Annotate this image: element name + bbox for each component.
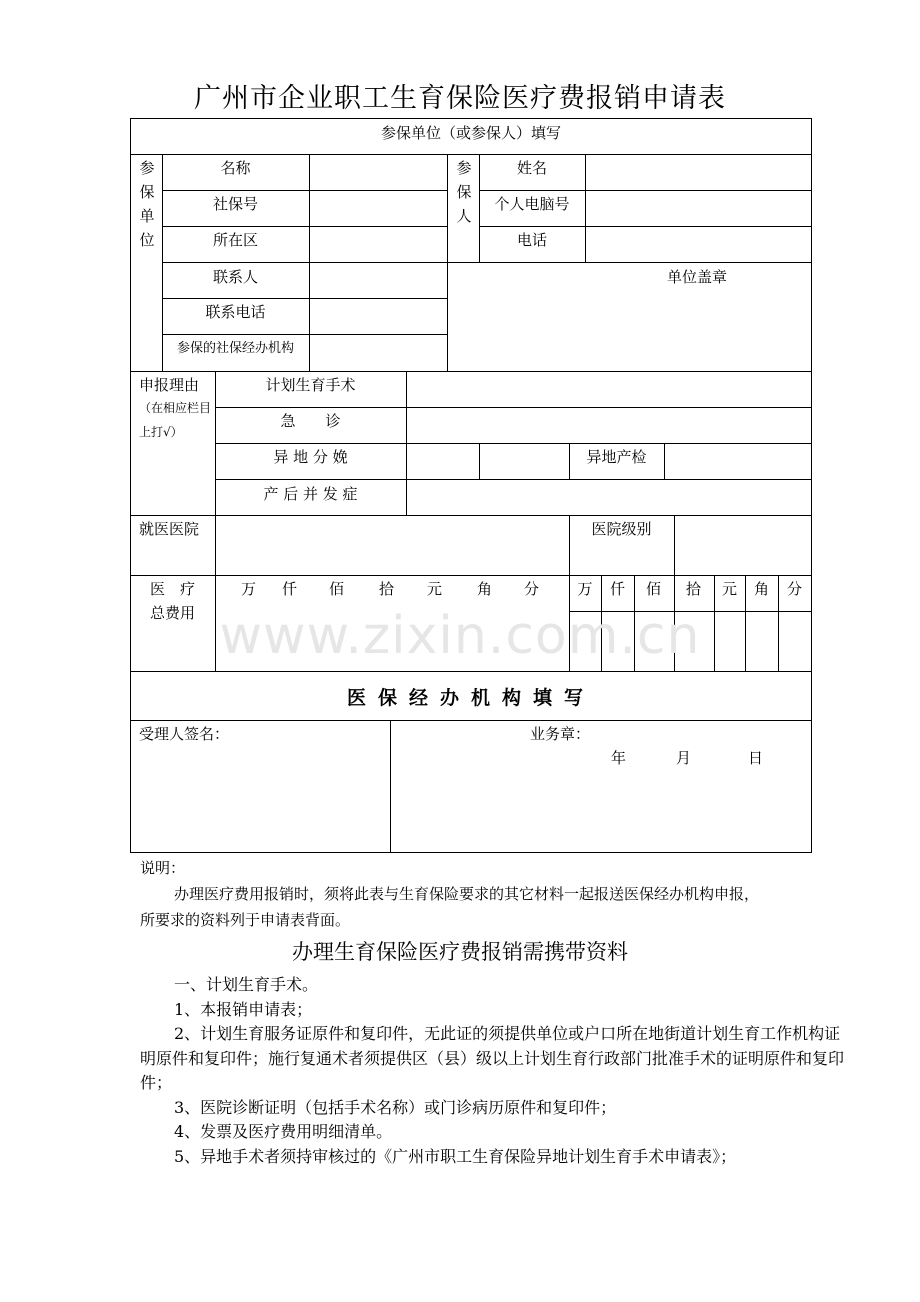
business-stamp-label: 业务章： <box>530 725 591 743</box>
site-watermark: www.zixin.com.cn <box>219 606 701 666</box>
cost-word-unit: 元 <box>427 580 443 598</box>
person-phone-label: 电话 <box>516 231 547 249</box>
business-stamp-field[interactable] <box>391 770 811 852</box>
cost-digit-header: 万 <box>577 580 593 598</box>
requirement-item: 5、异地手术者须持审核过的《广州市职工生育保险异地计划生育手术申请表》； <box>174 1146 737 1166</box>
requirement-item: 2、计划生育服务证原件和复印件，无此证的须提供单位或户口所在地街道计划生育工作机构证明原件和复印件；施行复通术者须提供区（县）级以上计划生育行政部门批准手术的证明原件和复印件； <box>140 1024 845 1092</box>
unit-side-label: 参保单位 <box>139 159 155 249</box>
reason-family-planning-check[interactable] <box>407 372 811 407</box>
unit-phone-label: 联系电话 <box>205 303 266 321</box>
unit-stamp-label: 单位盖章 <box>667 268 728 286</box>
receiver-signature-field[interactable] <box>131 745 390 852</box>
unit-district-label: 所在区 <box>212 231 258 249</box>
person-phone-field[interactable] <box>586 227 811 262</box>
requirements-title: 办理生育保险医疗费报销需携带资料 <box>292 940 628 964</box>
receiver-label: 受理人签名： <box>139 725 230 743</box>
requirement-item: 一、计划生育手术。 <box>174 975 319 994</box>
unit-stamp-area[interactable] <box>448 263 811 371</box>
cost-label-line2: 总费用 <box>149 604 195 622</box>
notes-text-line2: 所要求的资料列于申请表背面。 <box>140 911 351 929</box>
cost-digit-header: 佰 <box>646 580 662 598</box>
section1-header: 参保单位（或参保人）填写 <box>380 124 561 142</box>
reason-emergency: 急 诊 <box>280 412 341 430</box>
notes-text-line1: 办理医疗费用报销时，须将此表与生育保险要求的其它材料一起报送医保经办机构申报， <box>174 885 760 903</box>
hospital-field[interactable] <box>216 516 569 575</box>
unit-social-security-label: 社保号 <box>212 195 258 213</box>
reason-emergency-check[interactable] <box>407 408 811 443</box>
unit-phone-field[interactable] <box>310 299 446 334</box>
unit-social-security-field[interactable] <box>310 191 446 226</box>
form-title: 广州市企业职工生育保险医疗费报销申请表 <box>194 83 726 114</box>
cost-word-unit: 万 <box>241 580 257 598</box>
requirement-item: 1、本报销申请表； <box>174 999 313 1019</box>
notes-label: 说明： <box>140 859 186 877</box>
cost-digit-header: 仟 <box>609 580 625 598</box>
cost-digit-header: 分 <box>786 580 802 598</box>
hospital-label: 就医医院 <box>139 520 200 538</box>
person-side-label: 参保人 <box>456 159 472 225</box>
reason-remote-checkup-check[interactable] <box>665 444 811 479</box>
reason-postpartum-check[interactable] <box>407 480 811 515</box>
unit-agency-label: 参保的社保经办机构 <box>176 341 294 356</box>
requirement-item: 4、发票及医疗费用明细清单。 <box>174 1122 393 1141</box>
date-year-label: 年 <box>611 749 627 767</box>
requirement-item: 3、医院诊断证明（包括手术名称）或门诊病历原件和复印件； <box>174 1097 617 1117</box>
hospital-level-label: 医院级别 <box>591 520 652 538</box>
reason-hint: （在相应栏目上打√） <box>139 401 212 439</box>
reason-family-planning: 计划生育手术 <box>265 376 356 394</box>
cost-word-unit: 仟 <box>282 580 298 598</box>
section2-header: 医保经办机构填写 <box>346 687 595 709</box>
unit-name-field[interactable] <box>310 155 446 190</box>
cost-digit-header: 元 <box>721 580 737 598</box>
reason-remote-delivery-check[interactable] <box>407 444 479 479</box>
reason-remote-delivery: 异 地 分 娩 <box>273 448 348 466</box>
requirements-list <box>140 973 852 1169</box>
reason-label: 申报理由 <box>139 376 200 394</box>
person-id-field[interactable] <box>586 191 811 226</box>
reason-postpartum: 产 后 并 发 症 <box>263 485 358 503</box>
date-day-label: 日 <box>748 749 764 767</box>
unit-contact-label: 联系人 <box>212 268 258 286</box>
reason-remote-checkup: 异地产检 <box>586 448 647 466</box>
cost-word-unit: 拾 <box>379 580 395 598</box>
cost-word-unit: 佰 <box>329 580 345 598</box>
date-month-label: 月 <box>676 749 692 767</box>
cost-digit-header: 角 <box>753 580 769 598</box>
hospital-level-field[interactable] <box>675 516 811 575</box>
person-id-label: 个人电脑号 <box>494 195 570 213</box>
person-name-label: 姓名 <box>516 159 547 177</box>
person-name-field[interactable] <box>586 155 811 190</box>
unit-contact-field[interactable] <box>310 263 446 298</box>
unit-name-label: 名称 <box>220 159 251 177</box>
unit-district-field[interactable] <box>310 227 446 262</box>
cost-word-unit: 分 <box>524 580 540 598</box>
cost-digit-header: 拾 <box>686 580 702 598</box>
unit-agency-field[interactable] <box>310 335 446 371</box>
cost-word-unit: 角 <box>477 580 493 598</box>
notes-section <box>140 855 840 933</box>
cost-label-line1: 医 疗 <box>149 580 195 598</box>
